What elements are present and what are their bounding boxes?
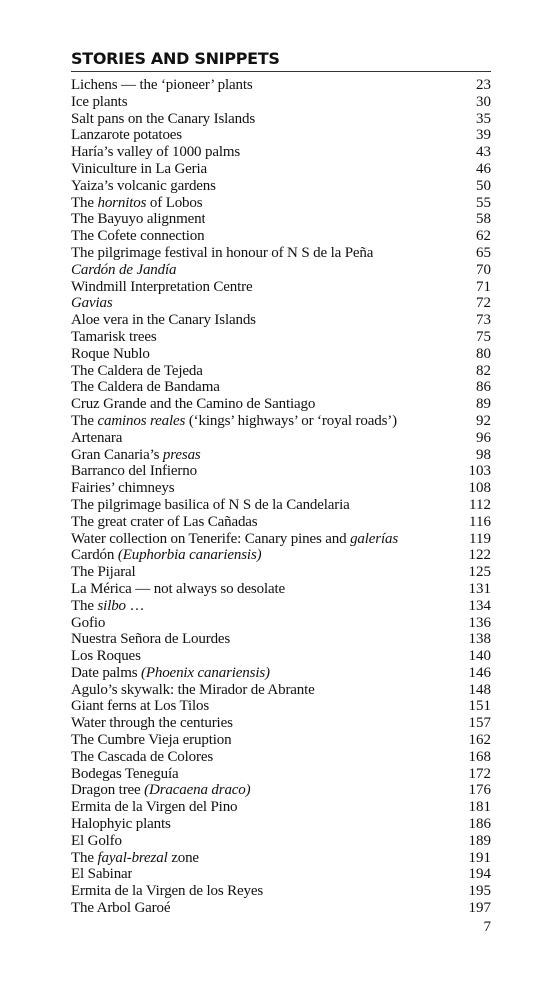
entry-page-number: 162 [468, 732, 491, 749]
entry-title-text: Yaiza’s volcanic gardens [71, 177, 216, 194]
contents-entry [71, 279, 491, 296]
entry-page-number: 58 [476, 211, 491, 228]
entry-title-italic: fayal-brezal [97, 849, 168, 866]
entry-title-text: The pilgrimage festival in honour of N S de la Peña [71, 244, 374, 261]
entry-title-text: Ice plants [71, 93, 128, 110]
entry-page-number: 136 [468, 614, 491, 631]
entry-title [71, 329, 157, 346]
contents-entry [71, 782, 491, 799]
entry-title [71, 111, 255, 128]
contents-entry [71, 715, 491, 732]
entry-title-text: Fairies’ chimneys [71, 480, 175, 497]
entry-title [71, 665, 270, 682]
entry-title-text: The [71, 849, 98, 866]
entry-title-text: The Arbol Garoé [71, 900, 171, 917]
entry-page-number: 71 [476, 278, 491, 295]
entry-title [71, 195, 202, 212]
contents-entry [71, 665, 491, 682]
contents-entry [71, 312, 491, 329]
entry-page-number: 62 [476, 228, 491, 245]
contents-entry [71, 598, 491, 615]
entry-page-number: 73 [476, 312, 491, 329]
entry-title-text: … [125, 597, 145, 614]
entry-title [71, 850, 199, 867]
entry-title-text: Haría’s valley of 1000 palms [71, 144, 241, 161]
contents-entry [71, 648, 491, 665]
contents-entry [71, 480, 491, 497]
contents-entry [71, 295, 491, 312]
entry-title-text: Artenara [71, 429, 123, 446]
contents-entry [71, 178, 491, 195]
contents-entry [71, 346, 491, 363]
entry-page-number: 43 [476, 144, 491, 161]
title-rule [71, 71, 491, 72]
entry-title [71, 766, 179, 783]
entry-page-number: 195 [468, 883, 491, 900]
entry-title-text: Cruz Grande and the Camino de Santiago [71, 396, 316, 413]
entry-page-number: 131 [468, 580, 491, 597]
contents-entry [71, 228, 491, 245]
entry-title-text: (‘kings’ highways’ or ‘royal roads’) [185, 412, 397, 429]
entry-title [71, 497, 350, 514]
entry-title-text: Salt pans on the Canary Islands [71, 110, 256, 127]
entry-page-number: 108 [468, 480, 491, 497]
entry-title-text: The Cascada de Colores [71, 748, 214, 765]
entry-title-italic: (Euphorbia canariensis) [117, 547, 262, 564]
contents-entry [71, 581, 491, 598]
entry-title [71, 262, 176, 279]
entry-page-number: 194 [468, 866, 491, 883]
entry-page-number: 46 [476, 160, 491, 177]
entry-title [71, 732, 231, 749]
entry-title [71, 312, 256, 329]
entry-title-text: Ermita de la Virgen de los Reyes [71, 883, 264, 900]
contents-entry [71, 144, 491, 161]
entry-title [71, 363, 203, 380]
entry-title [71, 379, 220, 396]
entry-title [71, 144, 240, 161]
entry-title-italic: presas [162, 446, 201, 463]
entry-title [71, 430, 122, 447]
entry-title-text: Viniculture in La Geria [71, 160, 208, 177]
entry-title [71, 615, 105, 632]
entry-title-text: Cardón [71, 547, 118, 564]
entry-title-text: The great crater of Las Cañadas [71, 513, 258, 530]
entry-title [71, 480, 174, 497]
contents-entry [71, 631, 491, 648]
contents-entry [71, 363, 491, 380]
entry-title [71, 866, 132, 883]
section-title: STORIES AND SNIPPETS [71, 49, 280, 68]
contents-entry [71, 866, 491, 883]
page-number: 7 [483, 919, 491, 935]
entry-page-number: 30 [476, 93, 491, 110]
entry-page-number: 23 [476, 77, 491, 93]
entry-title-text: Ermita de la Virgen del Pino [71, 799, 238, 816]
contents-entry [71, 245, 491, 262]
entry-title-italic: hornitos [97, 194, 147, 211]
contents-entry [71, 127, 491, 144]
entry-page-number: 50 [476, 177, 491, 194]
entry-title [71, 598, 144, 615]
entry-title [71, 682, 315, 699]
entry-title-text: The Pijaral [71, 564, 136, 581]
entry-title-text: Roque Nublo [71, 345, 150, 362]
contents-entry [71, 547, 491, 564]
entry-title [71, 514, 258, 531]
entry-title-italic: (Phoenix canariensis) [141, 664, 270, 681]
contents-entry [71, 396, 491, 413]
entry-title-text: Date palms [71, 664, 141, 681]
entry-title [71, 883, 263, 900]
entry-page-number: 82 [476, 362, 491, 379]
entry-title-text: Aloe vera in the Canary Islands [71, 312, 256, 329]
entry-title [71, 833, 122, 850]
entry-title [71, 346, 150, 363]
entry-page-number: 70 [476, 261, 491, 278]
entry-title-text: The pilgrimage basilica of N S de la Candelaria [71, 496, 350, 513]
entry-page-number: 86 [476, 379, 491, 396]
entry-page-number: 172 [468, 765, 491, 782]
entry-page-number: 92 [476, 412, 491, 429]
entry-title-text: zone [167, 849, 199, 866]
entry-title [71, 127, 182, 144]
entry-title-text: The Cofete connection [71, 228, 205, 245]
entry-page-number: 151 [468, 698, 491, 715]
entry-title-text: Water through the centuries [71, 715, 233, 732]
contents-entry [71, 463, 491, 480]
entry-page-number: 197 [468, 900, 491, 917]
entry-title-text: The [71, 597, 98, 614]
contents-entry [71, 833, 491, 850]
entry-title [71, 245, 373, 262]
entry-title-italic: caminos reales [97, 412, 186, 429]
entry-page-number: 191 [468, 849, 491, 866]
entry-title [71, 581, 285, 598]
entry-page-number: 134 [468, 597, 491, 614]
entry-page-number: 189 [468, 832, 491, 849]
entry-page-number: 96 [476, 429, 491, 446]
entry-title [71, 900, 170, 917]
entry-title [71, 161, 207, 178]
entry-page-number: 157 [468, 715, 491, 732]
entry-title [71, 564, 136, 581]
entry-title [71, 631, 230, 648]
contents-entry [71, 698, 491, 715]
contents-entry [71, 94, 491, 111]
entry-title-text: Nuestra Señora de Lourdes [71, 631, 231, 648]
entry-page-number: 98 [476, 446, 491, 463]
contents-entry [71, 379, 491, 396]
entry-title-text: The [71, 412, 98, 429]
entry-title-text: El Golfo [71, 832, 122, 849]
entry-title-text: The Caldera de Bandama [71, 379, 220, 396]
contents-entry [71, 497, 491, 514]
entry-page-number: 119 [469, 530, 491, 547]
entry-page-number: 148 [468, 681, 491, 698]
entry-title-text: The Bayuyo alignment [71, 211, 206, 228]
contents-entry [71, 799, 491, 816]
entry-page-number: 168 [468, 748, 491, 765]
entry-title-text: Agulo’s skywalk: the Mirador de Abrante [71, 681, 315, 698]
entry-title-italic: galerías [350, 530, 399, 547]
entry-page-number: 112 [469, 496, 491, 513]
contents-entry [71, 816, 491, 833]
entry-title-text: Bodegas Teneguía [71, 765, 179, 782]
entry-page-number: 39 [476, 127, 491, 144]
entry-title-italic: Cardón de Jandía [71, 261, 177, 278]
contents-entry [71, 262, 491, 279]
entry-title-text: of Lobos [146, 194, 203, 211]
entry-page-number: 181 [468, 799, 491, 816]
contents-entry [71, 749, 491, 766]
entry-title [71, 531, 398, 548]
entry-title-text: The Cumbre Vieja eruption [71, 732, 232, 749]
contents-entry [71, 413, 491, 430]
entry-page-number: 103 [468, 463, 491, 480]
entry-page-number: 186 [468, 816, 491, 833]
entry-title-text: Los Roques [71, 648, 141, 665]
entry-title [71, 211, 205, 228]
entry-title-text: Water collection on Tenerife: Canary pines and [71, 530, 351, 547]
entry-title-italic: (Dracaena draco) [144, 782, 251, 799]
contents-entry [71, 615, 491, 632]
entry-title [71, 648, 141, 665]
contents-entry [71, 564, 491, 581]
entry-title [71, 698, 209, 715]
entry-page-number: 125 [468, 564, 491, 581]
entry-title [71, 279, 253, 296]
entry-title-italic: Gavias [71, 295, 113, 312]
entry-title-text: Halophyic plants [71, 816, 171, 833]
entry-page-number: 80 [476, 345, 491, 362]
contents-entry [71, 195, 491, 212]
contents-entry [71, 850, 491, 867]
entry-page-number: 35 [476, 110, 491, 127]
contents-list [71, 77, 491, 917]
entry-title-text: The Caldera de Tejeda [71, 362, 203, 379]
contents-entry [71, 883, 491, 900]
entry-page-number: 55 [476, 194, 491, 211]
entry-page-number: 140 [468, 648, 491, 665]
contents-entry [71, 211, 491, 228]
entry-title-text: Lichens — the ‘pioneer’ plants [71, 77, 253, 93]
entry-title [71, 77, 253, 94]
entry-title [71, 228, 204, 245]
entry-title-italic: silbo [97, 597, 126, 614]
entry-title [71, 413, 397, 430]
entry-title [71, 816, 171, 833]
contents-entry [71, 766, 491, 783]
entry-title-text: Dragon tree [71, 782, 145, 799]
entry-title [71, 782, 251, 799]
entry-title [71, 715, 233, 732]
entry-title-text: Tamarisk trees [71, 328, 157, 345]
entry-title [71, 94, 127, 111]
entry-page-number: 75 [476, 328, 491, 345]
contents-entry [71, 514, 491, 531]
entry-title [71, 178, 216, 195]
entry-title-text: Barranco del Infierno [71, 463, 197, 480]
entry-title-text: Gran Canaria’s [71, 446, 163, 463]
entry-title-text: The [71, 194, 98, 211]
entry-page-number: 138 [468, 631, 491, 648]
contents-entry [71, 111, 491, 128]
contents-entry [71, 447, 491, 464]
contents-entry [71, 682, 491, 699]
entry-title [71, 547, 261, 564]
entry-page-number: 89 [476, 396, 491, 413]
entry-title-text: Windmill Interpretation Centre [71, 278, 253, 295]
entry-title [71, 447, 201, 464]
entry-title [71, 749, 213, 766]
entry-page-number: 65 [476, 244, 491, 261]
entry-title-text: Gofio [71, 614, 106, 631]
entry-title [71, 295, 113, 312]
entry-page-number: 122 [468, 547, 491, 564]
entry-page-number: 146 [468, 664, 491, 681]
entry-title [71, 396, 315, 413]
contents-entry [71, 329, 491, 346]
entry-title [71, 463, 197, 480]
entry-page-number: 176 [468, 782, 491, 799]
contents-entry [71, 900, 491, 917]
contents-entry [71, 430, 491, 447]
entry-title-text: El Sabinar [71, 866, 133, 883]
contents-entry [71, 531, 491, 548]
contents-entry [71, 732, 491, 749]
entry-page-number: 116 [469, 513, 491, 530]
entry-title-text: Lanzarote potatoes [71, 127, 182, 144]
entry-title-text: Giant ferns at Los Tilos [71, 698, 210, 715]
entry-title [71, 799, 237, 816]
contents-entry [71, 77, 491, 94]
entry-page-number: 72 [476, 295, 491, 312]
contents-entry [71, 161, 491, 178]
entry-title-text: La Mérica — not always so desolate [71, 580, 285, 597]
